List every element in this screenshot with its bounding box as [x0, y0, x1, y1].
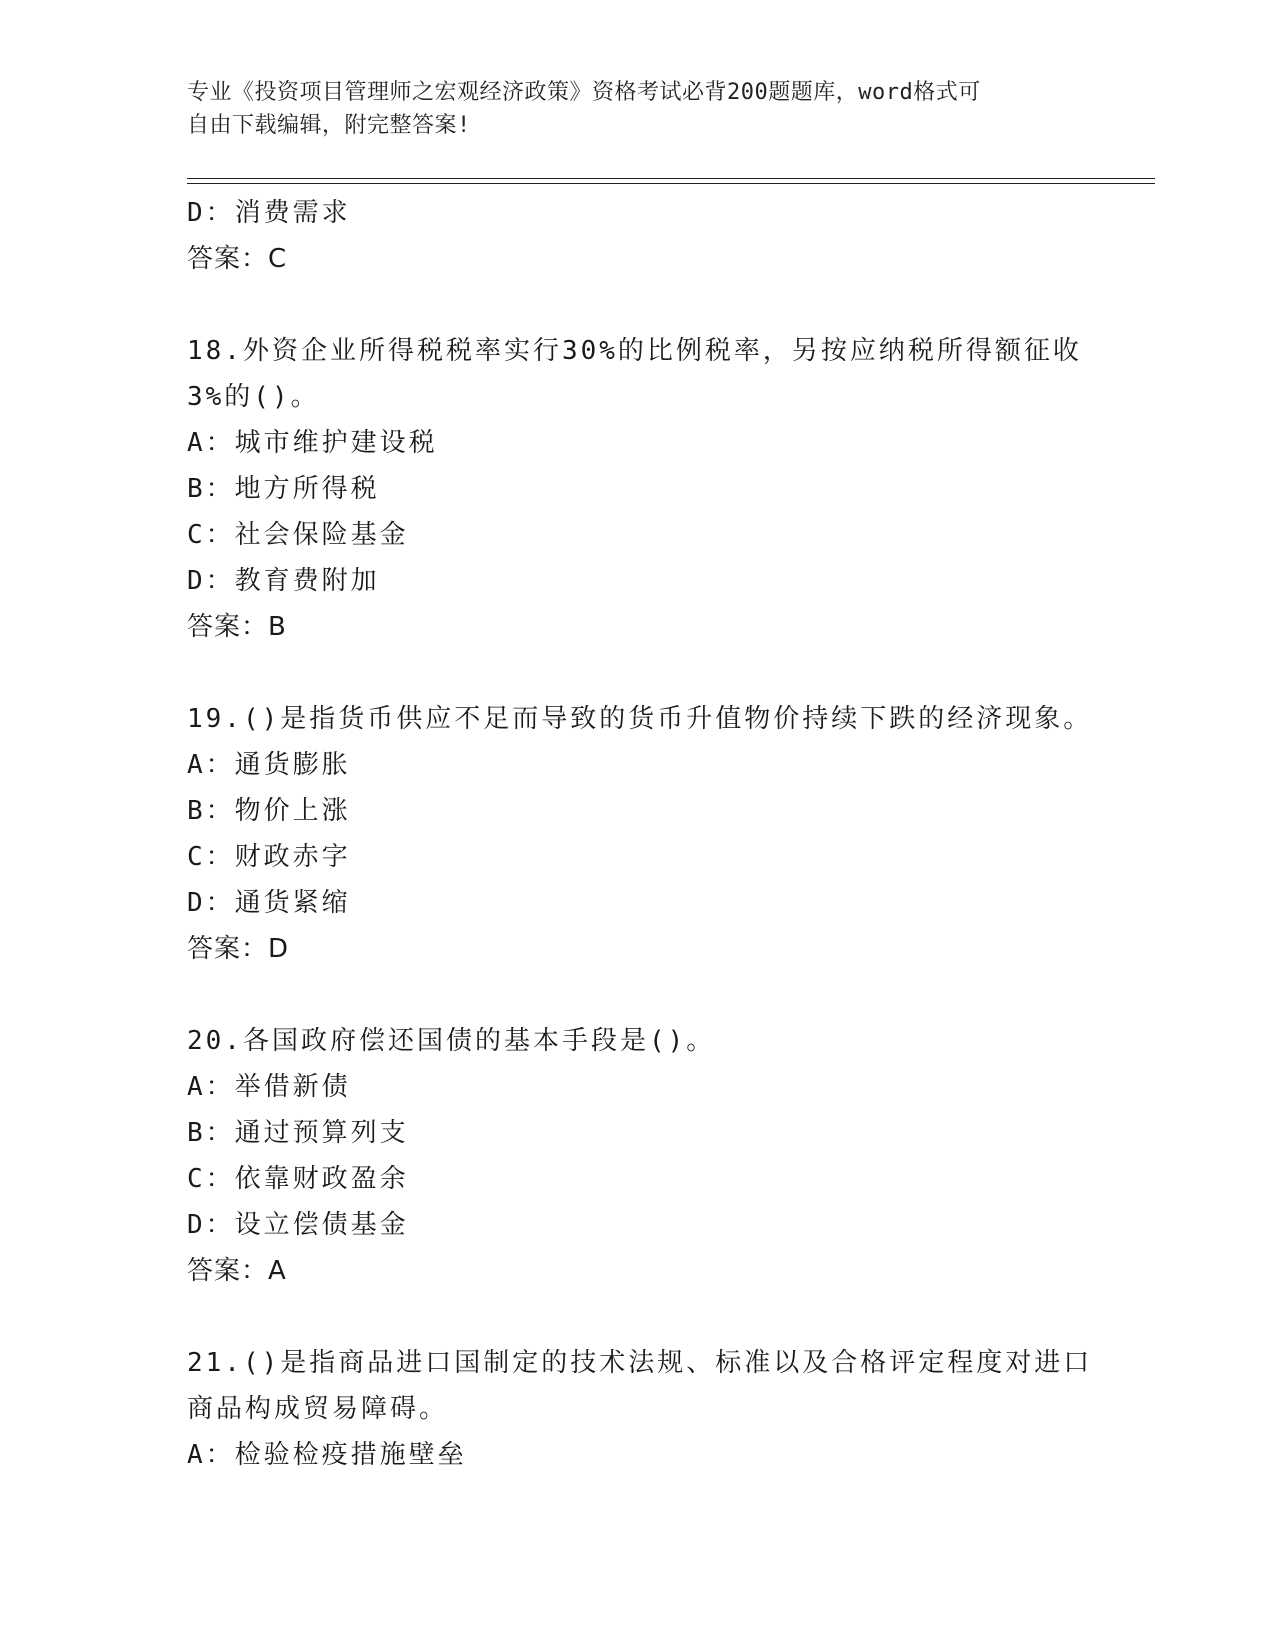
question-21-text-cont: 商品构成贸易障碍。	[187, 1394, 449, 1424]
spacer	[187, 282, 1087, 328]
option-b: B：通过预算列支	[187, 1118, 409, 1148]
spacer	[187, 1294, 1087, 1340]
option-c: C：社会保险基金	[187, 520, 409, 550]
header-rule-bottom	[187, 183, 1155, 184]
option-d: D：消费需求	[187, 198, 351, 228]
spacer	[187, 650, 1087, 696]
question-21-text: 21.()是指商品进口国制定的技术法规、标准以及合格评定程度对进口	[187, 1348, 1093, 1378]
option-a: A：通货膨胀	[187, 750, 351, 780]
answer: 答案：A	[187, 1256, 287, 1286]
option-d: D：教育费附加	[187, 566, 380, 596]
header-line-2: 自由下载编辑，附完整答案!	[187, 113, 471, 138]
option-d: D：设立偿债基金	[187, 1210, 409, 1240]
header-rule-top	[187, 178, 1155, 179]
document-header	[187, 76, 1067, 142]
option-c: C：财政赤字	[187, 842, 351, 872]
answer: 答案：C	[187, 244, 288, 274]
option-b: B：地方所得税	[187, 474, 380, 504]
question-18-text: 18.外资企业所得税税率实行30%的比例税率，另按应纳税所得额征收	[187, 336, 1082, 366]
option-d: D：通货紧缩	[187, 888, 351, 918]
option-b: B：物价上涨	[187, 796, 351, 826]
header-line-1: 专业《投资项目管理师之宏观经济政策》资格考试必背200题题库，word格式可	[187, 80, 981, 105]
option-a: A：检验检疫措施壁垒	[187, 1440, 467, 1470]
answer: 答案：B	[187, 612, 287, 642]
question-18-text-cont: 3%的()。	[187, 382, 320, 412]
question-list	[187, 190, 1093, 1478]
question-19-text: 19.()是指货币供应不足而导致的货币升值物价持续下跌的经济现象。	[187, 704, 1093, 734]
option-a: A：城市维护建设税	[187, 428, 438, 458]
option-a: A：举借新债	[187, 1072, 351, 1102]
answer: 答案：D	[187, 934, 290, 964]
spacer	[187, 972, 1087, 1018]
option-c: C：依靠财政盈余	[187, 1164, 409, 1194]
question-20-text: 20.各国政府偿还国债的基本手段是()。	[187, 1026, 716, 1056]
